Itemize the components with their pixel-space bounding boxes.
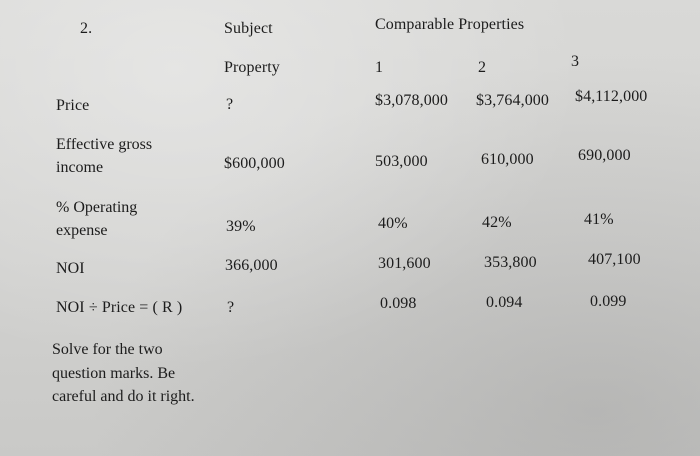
- rate-comparable-2: 0.094: [486, 294, 523, 311]
- egi-label-line1: Effective gross: [56, 136, 153, 153]
- egi-subject: $600,000: [224, 155, 285, 172]
- opex-label: [56, 196, 137, 242]
- subject-header-line2: Property: [224, 59, 280, 76]
- egi-label-line2: income: [56, 159, 104, 176]
- opex-comparable-2: 42%: [482, 214, 512, 231]
- egi-label: [56, 133, 152, 179]
- comparable-2-header: 2: [478, 59, 487, 76]
- opex-label-line2: expense: [56, 222, 108, 239]
- price-subject: ?: [226, 96, 234, 113]
- comparable-1-header: 1: [375, 59, 384, 76]
- price-comparable-3: $4,112,000: [575, 88, 648, 105]
- rate-comparable-3: 0.099: [590, 293, 627, 310]
- price-comparable-1: $3,078,000: [375, 92, 448, 109]
- opex-comparable-3: 41%: [584, 211, 614, 228]
- noi-comparable-3: 407,100: [588, 251, 641, 268]
- noi-comparable-1: 301,600: [378, 255, 431, 272]
- egi-comparable-1: 503,000: [375, 153, 428, 170]
- subject-header-line1: Subject: [224, 20, 273, 37]
- price-label: Price: [56, 97, 90, 114]
- comparable-3-header: 3: [571, 53, 580, 70]
- opex-comparable-1: 40%: [378, 215, 408, 232]
- rate-label: NOI ÷ Price = ( R ): [56, 299, 183, 316]
- rate-subject: ?: [227, 299, 235, 316]
- noi-label: NOI: [56, 260, 85, 277]
- opex-subject: 39%: [226, 218, 256, 235]
- egi-comparable-2: 610,000: [481, 151, 534, 168]
- rate-comparable-1: 0.098: [380, 295, 417, 312]
- price-comparable-2: $3,764,000: [476, 92, 549, 109]
- comparable-properties-header: Comparable Properties: [375, 16, 525, 33]
- problem-number: 2.: [80, 20, 93, 37]
- instruction-note: Solve for the two question marks. Be careful and do it right.: [52, 341, 195, 405]
- noi-comparable-2: 353,800: [484, 254, 537, 271]
- egi-comparable-3: 690,000: [578, 147, 631, 164]
- noi-subject: 366,000: [225, 257, 278, 274]
- opex-label-line1: % Operating: [56, 199, 138, 216]
